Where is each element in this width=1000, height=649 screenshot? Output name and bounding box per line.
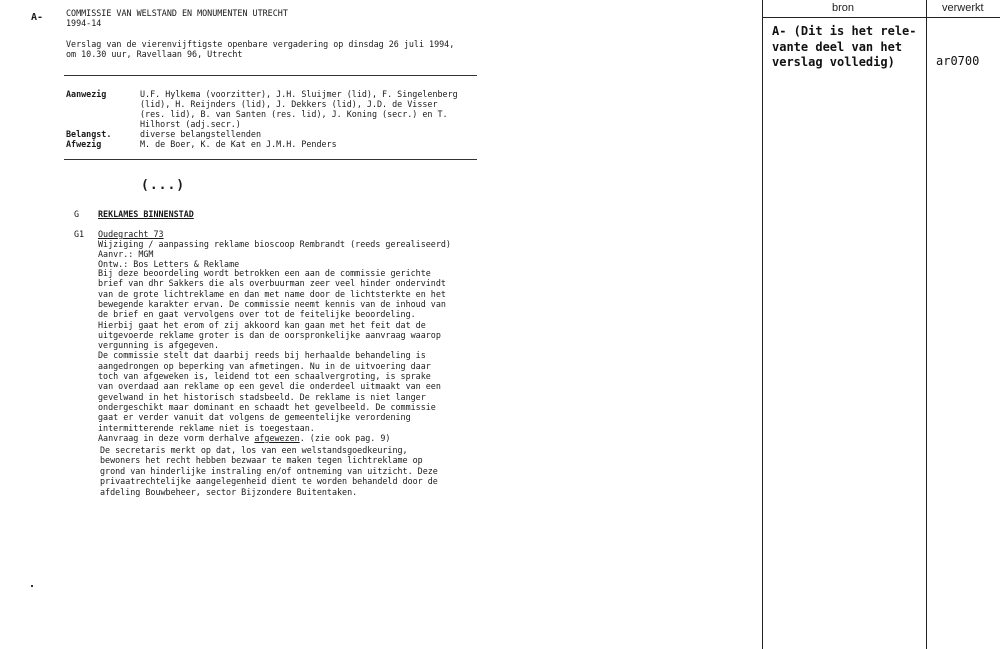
column-header-bron: bron	[832, 2, 855, 14]
secretary-line: privaatrechtelijke aangelegenheid dient te worden behandeld door de	[100, 476, 438, 487]
archive-sidebar	[762, 0, 1000, 649]
body-line: brief van dhr Sakkers die als overbuurman zeer veel hinder ondervindt	[98, 278, 446, 289]
report-line-1: Verslag van de vierenvijftigste openbare vergadering op dinsdag 26 juli 1994,	[66, 39, 455, 49]
sidebar-border-left	[762, 0, 763, 649]
source-note: A- (Dit is het rele- vante deel van het verslag volledig)	[772, 24, 917, 69]
column-divider	[926, 0, 927, 649]
body-line: gevelwand in het historisch stadsbeeld. De reklame is niet langer	[98, 391, 426, 402]
archive-code: ar0700	[936, 54, 980, 68]
item-code: G1	[74, 229, 85, 239]
header-rule	[762, 17, 1000, 18]
report-line-2: om 10.30 uur, Ravellaan 96, Utrecht	[66, 49, 243, 59]
body-line: uitgevoerde reklame groter is dan de oorspronkelijke aanvraag waarop	[98, 329, 441, 340]
item-subject: Wijziging / aanpassing reklame bioscoop Rembrandt (reeds gerealiseerd)	[98, 239, 451, 249]
body-line: ondergeschikt maar dominant en schaadt het gevelbeeld. De commissie	[98, 401, 436, 412]
decision-prefix: Aanvraag in deze vorm derhalve	[98, 432, 255, 443]
present-line: Hilhorst (adj.secr.)	[140, 119, 241, 129]
body-line: van overdaad aan reklame op een gevel die onderdeel uitmaakt van een	[98, 381, 441, 392]
decision-suffix: . (zie ook pag. 9)	[299, 432, 391, 443]
interested-value: diverse belangstellenden	[140, 129, 262, 139]
interested-label: Belangst.	[66, 129, 112, 139]
secretary-line: bewoners het recht hebben bezwaar te maken tegen lichtreklame op	[100, 455, 423, 466]
body-line: vergunning is afgegeven.	[98, 340, 220, 351]
divider-top	[64, 75, 477, 76]
decision-line	[98, 433, 390, 443]
section-code: G	[74, 209, 80, 219]
body-line: intermitterende reklame niet is toegestaan.	[98, 422, 315, 433]
secretary-line: De secretaris merkt op dat, los van een welstandsgoedkeuring,	[100, 445, 408, 455]
body-line: van de grote lichtreklame en dan met name door de lichtsterkte en het	[98, 288, 446, 299]
decision-word: afgewezen	[254, 432, 300, 443]
item-applicant: Aanvr.: MGM	[98, 249, 154, 259]
present-line: (lid), H. Reijnders (lid), J. Dekkers (lid), J.D. de Visser	[140, 99, 438, 109]
body-line: bewegende karakter ervan. De commissie neemt kennis van de inhoud van	[98, 298, 446, 309]
body-line: de brief en gaat vervolgens over tot de feitelijke beoordeling.	[98, 309, 416, 320]
body-line: Bij deze beoordeling wordt betrokken een aan de commissie gerichte	[98, 268, 431, 278]
column-header-verwerkt: verwerkt	[942, 2, 984, 14]
body-line: Hierbij gaat het erom of zij akkoord kan gaan met het feit dat de	[98, 319, 426, 330]
body-line: toch van afgeweken is, leidend tot een schaalvergroting, is sprake	[98, 371, 431, 381]
body-line: gaat er verder vanuit dat volgens de gemeentelijke verordening	[98, 412, 411, 423]
page-marker: A-	[31, 12, 44, 23]
body-line: aangedrongen op beperking van afmetingen. Nu in de uitvoering daar	[98, 360, 431, 371]
secretary-line: grond van hinderlijke instraling en/of ontneming van uitzicht. Deze	[100, 465, 438, 476]
present-label: Aanwezig	[66, 89, 107, 99]
item-designer: Ontw.: Bos Letters & Reklame	[98, 259, 240, 269]
body-line: De commissie stelt dat daarbij reeds bij herhaalde behandeling is	[98, 350, 426, 361]
section-title: REKLAMES BINNENSTAD	[98, 209, 194, 219]
present-line: U.F. Hylkema (voorzitter), J.H. Sluijmer (lid), F. Singelenberg	[140, 89, 458, 99]
meeting-number: 1994-14	[66, 18, 102, 28]
present-line: (res. lid), B. van Santen (res. lid), J. Koning (secr.) en T.	[140, 109, 448, 119]
item-address: Oudegracht 73	[98, 229, 164, 239]
speck	[31, 585, 33, 587]
absent-label: Afwezig	[66, 139, 102, 149]
omission-ellipsis: (...)	[141, 178, 186, 193]
secretary-line: afdeling Bouwbeheer, sector Bijzondere Buitentaken.	[100, 486, 358, 497]
organization-name: COMMISSIE VAN WELSTAND EN MONUMENTEN UTRECHT	[66, 8, 288, 18]
divider-bottom	[64, 159, 477, 160]
absent-value: M. de Boer, K. de Kat en J.M.H. Penders	[140, 139, 337, 149]
